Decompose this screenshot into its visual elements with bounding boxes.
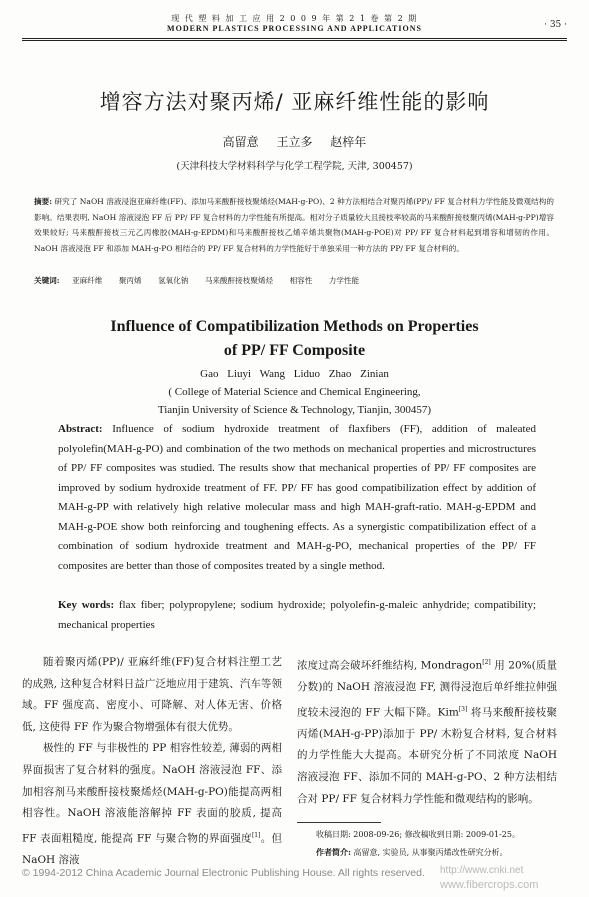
body-paragraph [22,738,282,871]
footnote-author-text: 高留意, 实验员, 从事聚丙烯改性研究分析。 [350,848,508,857]
keyword-cn: 相容性 [289,276,313,285]
keyword-cn: 马来酸酐接枝聚烯烃 [204,276,274,285]
keywords-cn-label: 关键词: [34,276,60,285]
affiliation-en-line2: Tianjin University of Science & Technology, Tianjin, 300457) [157,404,432,416]
body-text: 极性的 FF 与非极性的 PP 相容性较差, 薄弱的两相界面损害了复合材料的强度。NaOH 溶液浸泡 FF、添加相容剂马来酸酐接枝聚烯烃(MAH-g-PO)能提高两相相容性。NaOH 溶液能溶解掉 FF 表面的胶质, 提高 FF 表面粗糙度, 能提高 FF 与聚合物的界面强度 [22,742,282,845]
abstract-en-text: Influence of sodium hydroxide treatment of flaxfibers (FF), addition of maleated polyolefin(MAH-g-PO) and combination of the two methods on mechanical properties and microstructures of PP/ FF composites was studied. The results show that mechanical properties of PP/ FF composites are improved by sodium hydroxide treatment of FF. PP/ FF has good compatibilization effect by addition of MAH-g-PP with relatively high relative molecular mass and high MAH-graft-ratio. MAH-g-EPDM and MAH-g-POE show both reinforcing and toughening effects. As a synergistic compatibilization effect of a combination of sodium hydroxide treatment and MAH-g-PO, mechanical properties of the PP/ FF composites are better than those of composites treated by a single method. [58,423,536,572]
body-paragraph: 随着聚丙烯(PP)/ 亚麻纤维(FF)复合材料注塑工艺的成熟, 这种复合材料日益广泛地应用于建筑、汽车等领域。FF 强度高、密度小、可降解、对人体无害、价格低, 这使得 FF 作为聚合物增强体有很大优势。 [22,656,282,733]
abstract-en-label: Abstract: [58,423,103,435]
body-column-right [297,652,557,810]
affiliation-en-line1: ( College of Material Science and Chemical Engineering, [168,386,421,398]
article-title-en-line1: Influence of Compatibilization Methods on Properties [110,318,479,335]
abstract-cn-text: 研究了 NaOH 溶液浸泡亚麻纤维(FF)、添加马来酸酐接枝聚烯烃(MAH-g-PO)、2 种方法相结合对聚丙烯(PP)/ FF 复合材料力学性能及微观结构的影响。结果表明, NaOH 溶液浸泡 FF 后 PP/ FF 复合材料的力学性能有所提高。相对分子质量较大且接枝率较高的马来酸酐接枝聚丙烯(MAH-g-PP)增容效果较好; 马来酸酐接枝三元乙丙橡胶(MAH-g-EPDM)和马来酸酐接枝乙烯辛烯共聚物(MAH-g-POE)对 PP/ FF 复合材料起到增容和增韧的作用。NaOH 溶液浸泡 FF 和添加 MAH-g-PO 相结合的 PP/ FF 复合材料的力学性能好于单独采用一种方法的 PP/ FF 复合材料的。 [34,197,554,253]
abstract-cn [34,194,554,256]
header-rule-thin [22,40,567,41]
keywords-en-label: Key words: [58,599,115,611]
abstract-en [58,420,536,576]
journal-title-cn: 现 代 塑 料 加 工 应 用 2 0 0 9 年 第 2 1 卷 第 2 期 [171,14,418,23]
watermark-url: http://www.cnki.net [440,865,524,876]
body-text: 浓度过高会破坏纤维结构, Mondragon [297,659,483,672]
citation-ref[interactable]: [3] [458,705,468,713]
copyright-notice: © 1994-2012 China Academic Journal Electronic Publishing House. All rights reserved. [22,867,425,879]
footnote-received: 收稿日期: 2008-09-26; 修改稿收到日期: 2009-01-25。 [316,830,520,839]
keywords-en-text: flax fiber; polypropylene; sodium hydroxide; polyolefin-g-maleic anhydride; compatibility; mechanical properties [58,599,537,631]
keywords-cn [34,275,554,286]
citation-ref[interactable]: [1] [251,831,261,839]
citation-ref[interactable]: [2] [482,659,491,666]
body-paragraph [297,652,557,810]
body-column-left [22,652,282,871]
body-text: 。但 NaOH 溶液 [22,832,282,866]
body-text: 将马来酸酐接枝聚丙烯(MAH-g-PP)添加于 PP/ 木粉复合材料, 复合材料的力学性能大大提高。本研究分析了不同浓度 NaOH 溶液浸泡 FF、添加不同的 MAH-g-PO、2 种方法相结合对 PP/ FF 复合材料力学性能和微观结构的影响。 [297,706,557,805]
keyword-cn: 氢氧化钠 [158,276,189,285]
page-number: · 35 · [544,20,567,30]
keywords-en [58,596,536,635]
article-title-en-line2: of PP/ FF Composite [223,342,366,359]
journal-title-en: MODERN PLASTICS PROCESSING AND APPLICATIONS [167,24,422,33]
header-rule [22,38,567,39]
watermark-site: www.fibercrops.com [440,879,539,891]
body-text: 用 20%(质量分数)的 NaOH 溶液浸泡 FF, 测得浸泡后单纤维拉伸强度较未浸泡的 FF 大幅下降。Kim [297,659,557,719]
footnote-author-label: 作者简介: [316,847,351,857]
authors-cn: 高留意 王立多 赵梓年 [222,135,367,149]
abstract-cn-label: 摘要: [34,197,53,206]
keyword-cn: 力学性能 [328,276,360,285]
footnote-author [316,847,566,858]
affiliation-cn: (天津科技大学材料科学与化学工程学院, 天津, 300457) [176,161,413,172]
authors-en: Gao Liuyi Wang Liduo Zhao Zinian [200,368,389,380]
keyword-cn: 亚麻纤维 [72,276,103,285]
article-title-cn: 增容方法对聚丙烯/ 亚麻纤维性能的影响 [99,90,490,114]
keyword-cn: 聚丙烯 [118,276,142,285]
footnote-rule [297,822,381,823]
